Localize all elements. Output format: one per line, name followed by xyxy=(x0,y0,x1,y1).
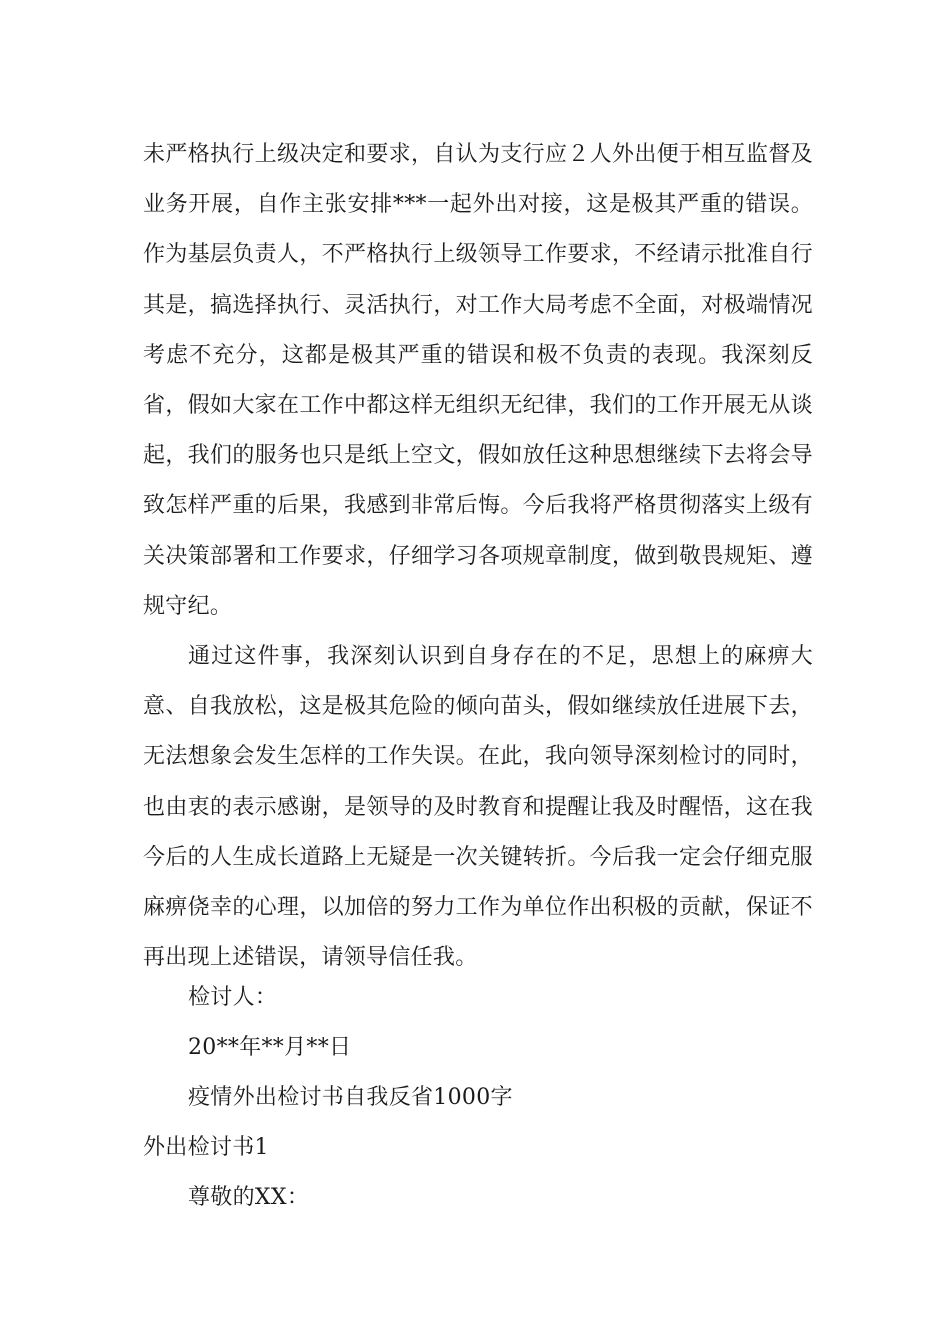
document-body xyxy=(143,130,813,983)
date-line: 20**年**月**日 xyxy=(188,1035,352,1060)
salutation: 尊敬的XX： xyxy=(188,1185,310,1210)
signature-label: 检讨人： xyxy=(188,985,278,1010)
paragraph-reflection: 通过这件事，我深刻认识到自身存在的不足，思想上的麻痹大意、自我放松，这是极其危险的倾向苗头，假如继续放任进展下去，无法想象会发生怎样的工作失误。在此，我向领导深刻检讨的同时，也由衷的表示感谢，是领导的及时教育和提醒让我及时醒悟，这在我今后的人生成长道路上无疑是一次关键转折。今后我一定会仔细克服麻痹侥幸的心理，以加倍的努力工作为单位作出积极的贡献，保证不再出现上述错误，请领导信任我。 xyxy=(143,644,813,971)
section-heading: 外出检讨书1 xyxy=(143,1135,269,1160)
next-document-title: 疫情外出检讨书自我反省1000字 xyxy=(188,1085,513,1110)
paragraph-continuation: 未严格执行上级决定和要求，自认为支行应２人外出便于相互监督及业务开展，自作主张安排***一起外出对接，这是极其严重的错误。作为基层负责人，不严格执行上级领导工作要求，不经请示批准自行其是，搞选择执行、灵活执行，对工作大局考虑不全面，对极端情况考虑不充分，这都是极其严重的错误和极不负责的表现。我深刻反省，假如大家在工作中都这样无组织无纪律，我们的工作开展无从谈起，我们的服务也只是纸上空文，假如放任这种思想继续下去将会导致怎样严重的后果，我感到非常后悔。今后我将严格贯彻落实上级有关决策部署和工作要求，仔细学习各项规章制度，做到敬畏规矩、遵规守纪。 xyxy=(143,142,813,619)
